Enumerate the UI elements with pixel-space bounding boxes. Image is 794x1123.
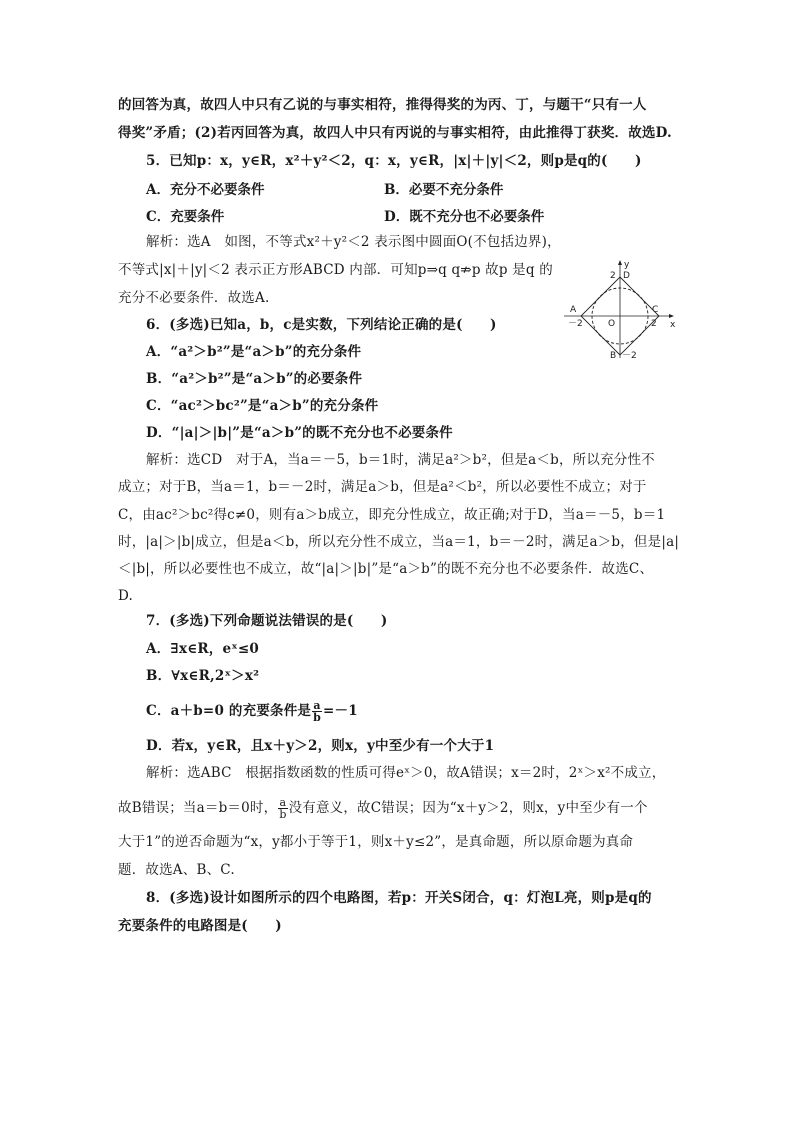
solution-line: 题．故选A、B、C.: [118, 862, 235, 878]
solution-line: C，由ac²＞bc²得c≠0，则有a＞b成立，即充分性成立，故正确;对于D，当a＝－5，b＝1: [118, 507, 666, 523]
option-a: A．充分不必要条件: [146, 182, 265, 198]
text-line: 得奖”矛盾；(2)若丙回答为真，故四人中只有丙说的与事实相符，由此推得丁获奖．故选D.: [118, 125, 672, 141]
question-6: 6．(多选)已知a，b，c是实数，下列结论正确的是( ): [146, 317, 497, 333]
axis-y-label: y: [624, 260, 630, 270]
y-axis-arrow: [618, 260, 622, 265]
option-c: C．“ac²＞bc²”是“a＞b”的充分条件: [146, 398, 379, 414]
solution-line: 解析：选ABC 根据指数函数的性质可得eˣ＞0，故A错误；x＝2时，2ˣ＞x²不成立，: [146, 765, 666, 781]
label-d: D: [623, 271, 630, 281]
question-8-cont: 充要条件的电路图是( ): [118, 918, 282, 934]
solution-line: D.: [118, 588, 134, 604]
solution-line: 不等式|x|＋|y|＜2 表示正方形ABCD 内部．可知p⇒q q⇏p 故p 是q 的: [118, 262, 553, 278]
solution-line: [118, 797, 648, 820]
option-a: A．∃x∈R，eˣ≤0: [146, 641, 260, 657]
option-b: B．必要不充分条件: [384, 182, 504, 198]
label-c: C: [652, 305, 659, 315]
solution-line: 成立；对于B，当a＝1，b＝－2时，满足a＞b，但是a²＜b²，所以必要性不成立；对于: [118, 479, 647, 495]
solution-text-tail: 没有意义，故C错误；因为“x＋y＞2，则x，y中至少有一个: [288, 800, 648, 816]
label-b: B: [610, 351, 617, 361]
solution-line: 充分不必要条件．故选A.: [118, 290, 270, 306]
option-b: B．“a²＞b²”是“a＞b”的必要条件: [146, 371, 363, 387]
option-c-tail: =－1: [323, 703, 358, 719]
fraction-denominator: b: [313, 711, 322, 724]
solution-line: 解析：选CD 对于A，当a＝－5，b＝1时，满足a²＞b²，但是a＜b，所以充分性不: [146, 452, 655, 468]
question-7: 7．(多选)下列命题说法错误的是( ): [146, 613, 388, 629]
option-d: D．若x，y∈R，且x＋y＞2，则x，y中至少有一个大于1: [146, 738, 495, 754]
fraction-numerator: a: [279, 796, 287, 809]
x-axis-arrow: [669, 314, 674, 318]
option-c-text: C．a＋b=0 的充要条件是: [146, 703, 312, 719]
fraction-denominator: b: [279, 808, 287, 821]
label-a: A: [570, 305, 577, 315]
solution-line: 解析：选A 如图，不等式x²＋y²＜2 表示图中圆面O(不包括边界)，: [146, 234, 561, 250]
axis-x-label: x: [670, 320, 676, 330]
label-2-right: 2: [651, 319, 657, 329]
option-c: C．充要条件: [146, 209, 225, 225]
option-a: A．“a²＞b²”是“a＞b”的充分条件: [146, 344, 362, 360]
solution-text: 故B错误；当a＝b＝0时，: [118, 800, 278, 816]
fraction: [312, 700, 322, 723]
option-c: [146, 700, 358, 723]
option-d: D．“|a|＞|b|”是“a＞b”的既不充分也不必要条件: [146, 425, 453, 441]
fraction-numerator: a: [313, 699, 321, 712]
solution-line: 时，|a|＞|b|成立，但是a＜b，所以充分性不成立，当a＝1，b＝－2时，满足a＞b，但是|a|: [118, 534, 680, 550]
solution-line: ＜|b|，所以必要性也不成立，故“|a|＞|b|”是“a＞b”的既不充分也不必要条件．故选C、: [118, 561, 654, 577]
option-b: B．∀x∈R,2ˣ＞x²: [146, 668, 260, 684]
question-5: 5．已知p：x，y∈R，x²＋y²＜2，q：x，y∈R，|x|＋|y|＜2，则p是q的( ): [146, 153, 642, 169]
text-line: 的回答为真，故四人中只有乙说的与事实相符，推得得奖的为丙、丁，与题干“只有一人: [118, 97, 647, 113]
label-o: O: [608, 319, 616, 329]
label-2-top: 2: [610, 271, 616, 281]
option-d: D．既不充分也不必要条件: [384, 209, 545, 225]
solution-line: 大于1”的逆否命题为“x，y都小于等于1，则x＋y≤2”，是真命题，所以原命题为真命: [118, 834, 634, 850]
question-8: 8．(多选)设计如图所示的四个电路图，若p：开关S闭合，q：灯泡L亮，则p是q的: [146, 890, 652, 906]
coordinate-figure: [560, 258, 678, 362]
fraction: [278, 797, 287, 820]
label-neg2-left: －2: [568, 319, 583, 329]
label-neg2-bottom: －2: [622, 351, 637, 361]
